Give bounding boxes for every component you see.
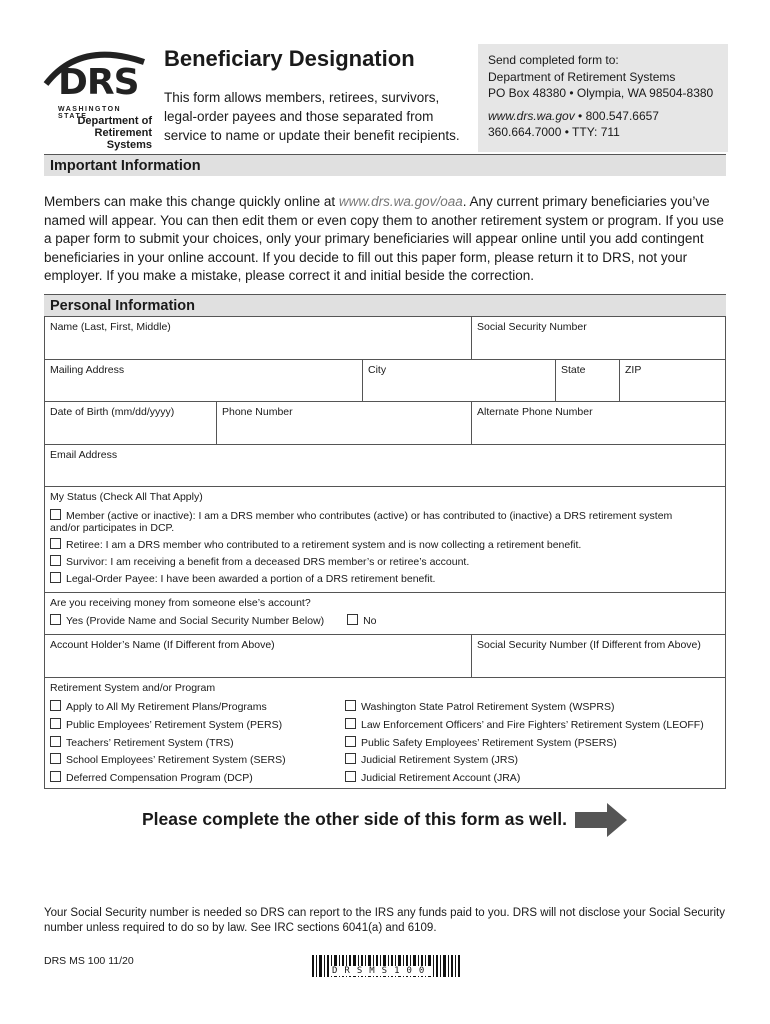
mailing-address-field[interactable]: Mailing Address (45, 359, 362, 401)
ret-dcp-checkbox[interactable] (50, 771, 61, 782)
send-to-box: Send completed form to: Department of Retirement Systems PO Box 48380 • Olympia, WA 98504-8380 www.drs.wa.gov • 800.547.6657 360.664.7000 • TTY: 711 (478, 44, 728, 152)
money-yes-checkbox[interactable] (50, 614, 61, 625)
holder-name-field[interactable]: Account Holder’s Name (If Different from Above) (45, 634, 471, 677)
logo-state: WASHINGTON STATE (58, 106, 122, 120)
ret-jra-checkbox[interactable] (345, 771, 356, 782)
ret-trs-checkbox[interactable] (50, 736, 61, 747)
page-title: Beneficiary Designation (164, 46, 415, 71)
online-account-link[interactable]: www.drs.wa.gov/oaa (338, 194, 463, 209)
retirement-system-section: Retirement System and/or Program Apply to All My Retirement Plans/Programs Public Employees’ Retirement System (PERS) Teachers’ Retirement System (TRS) School Employees’ Retirement System (SERS) Deferred Compensation Program (DCP) Washington State Patrol Retirement System (WSPRS) Law Enforcement Officers’ and Fire Fighters’ Retirement System (LEOFF) Public Safety Employees’ Retirement System (PSERS) Judicial Retirement System (JRS) Judicial Retirement Account (JRA) (45, 677, 725, 788)
ret-psers-checkbox[interactable] (345, 736, 356, 747)
status-legal-checkbox[interactable] (50, 572, 61, 583)
personal-heading: Personal Information (44, 294, 726, 316)
dob-field[interactable]: Date of Birth (mm/dd/yyyy) (45, 401, 216, 444)
form-code: DRS MS 100 11/20 (44, 955, 134, 967)
holder-ssn-field[interactable]: Social Security Number (If Different from Above) (471, 634, 725, 677)
personal-form (44, 316, 726, 789)
status-member-checkbox[interactable] (50, 509, 61, 520)
logo-dept: Department of Retirement Systems (77, 115, 152, 151)
ret-jrs-checkbox[interactable] (345, 753, 356, 764)
barcode-text: DRSMS100 (332, 966, 432, 976)
status-section: My Status (Check All That Apply) Member (active or inactive): I am a DRS member who contributes (active) or has contributed to (inactive) a DRS retirement system and/or participates in DCP. Retiree: I am a DRS member who contributed to a retirement system and is now collecting a retirement benefit. Survivor: I am receiving a benefit from a deceased DRS member’s or retiree’s account. Legal-Order Payee: I have been awarded a portion of a DRS retirement benefit. (45, 486, 725, 592)
alt-phone-field[interactable]: Alternate Phone Number (471, 401, 725, 444)
email-field[interactable]: Email Address (45, 444, 725, 486)
zip-field[interactable]: ZIP (619, 359, 725, 401)
ssn-field[interactable]: Social Security Number (471, 316, 725, 359)
important-text: Members can make this change quickly online at www.drs.wa.gov/oaa. Any current primary beneficiaries you’ve named will appear. You can then edit them or even copy them to another retirement system or program. If you use a paper form to submit your choices, only your primary beneficiaries will appear online until you add contingent beneficiaries in your online account. If you decide to fill out this paper form, please return it to DRS, not your employer. If you make a mistake, please correct it and initial beside the correction. (44, 194, 724, 283)
website-link[interactable]: www.drs.wa.gov (488, 108, 575, 123)
logo-text: DRS (58, 62, 139, 103)
ret-sers-checkbox[interactable] (50, 753, 61, 764)
intro-text: This form allows members, retirees, survivors, legal-order payees and those separated from service to name or update their benefit recipients. (164, 90, 460, 143)
important-heading: Important Information (44, 154, 726, 176)
right-arrow-icon (575, 803, 629, 837)
status-retiree-checkbox[interactable] (50, 538, 61, 549)
money-no-checkbox[interactable] (347, 614, 358, 625)
phone-field[interactable]: Phone Number (216, 401, 471, 444)
complete-other-side-notice: Please complete the other side of this form as well. (142, 809, 567, 829)
ret-pers-checkbox[interactable] (50, 718, 61, 729)
state-field[interactable]: State (555, 359, 619, 401)
ret-wsprs-checkbox[interactable] (345, 700, 356, 711)
drs-logo (40, 44, 152, 151)
ssn-notice: Your Social Security number is needed so DRS can report to the IRS any funds paid to you. DRS will not disclose your Social Security number unless required to do so by law. See IRC sections 6041(a) and 6109. (44, 907, 725, 934)
ret-all-checkbox[interactable] (50, 700, 61, 711)
status-survivor-checkbox[interactable] (50, 555, 61, 566)
name-field[interactable]: Name (Last, First, Middle) (45, 316, 471, 359)
ret-leoff-checkbox[interactable] (345, 718, 356, 729)
city-field[interactable]: City (362, 359, 555, 401)
money-question-section: Are you receiving money from someone else’s account? Yes (Provide Name and Social Security Number Below) No (45, 592, 725, 634)
